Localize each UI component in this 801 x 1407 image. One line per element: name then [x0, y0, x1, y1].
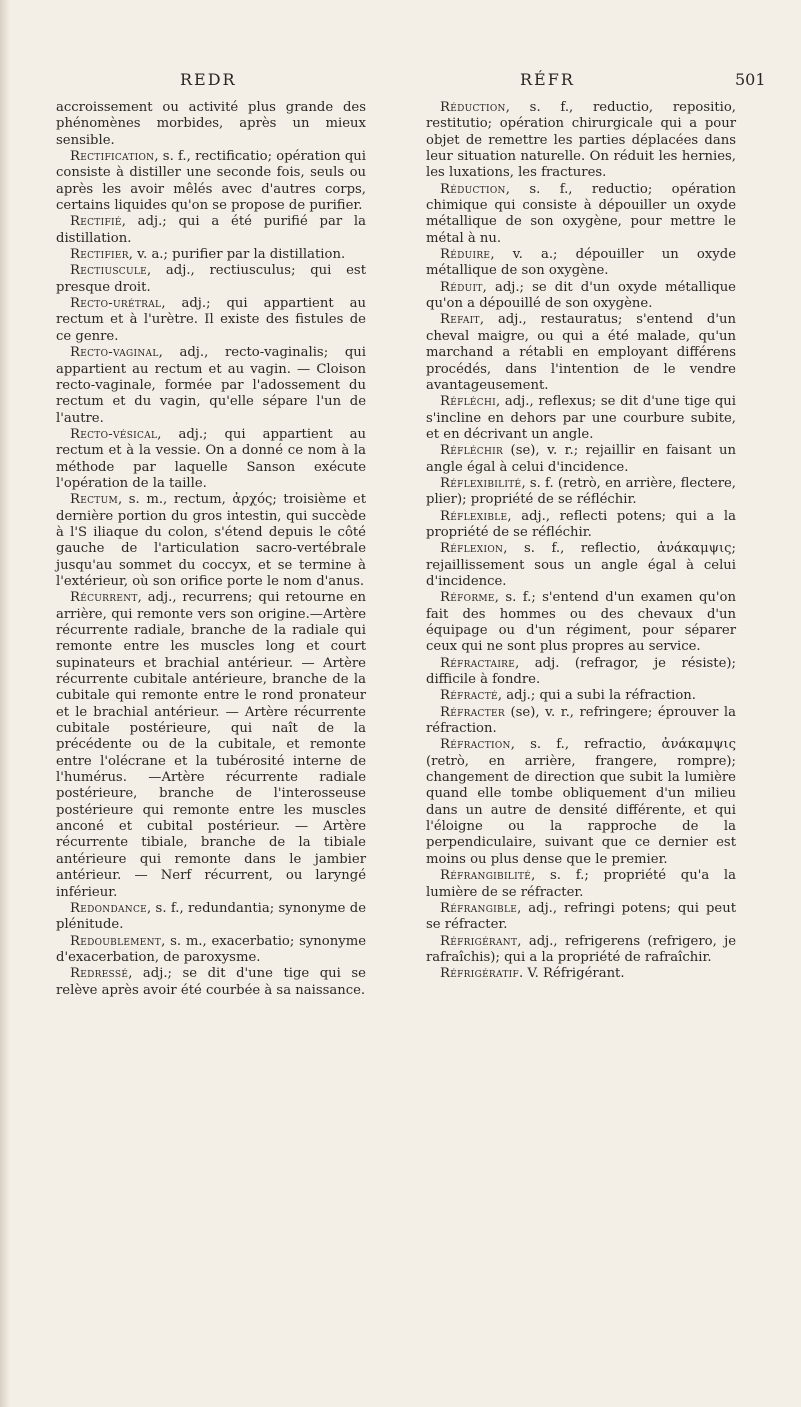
- dictionary-entry: [426, 868, 736, 901]
- entry-headword: Rectum: [70, 492, 118, 508]
- dictionary-entry: [426, 280, 736, 313]
- entry-headword: Recto-vésical: [70, 426, 158, 442]
- entry-headword: Réfléchir: [440, 443, 504, 459]
- entry-definition: , s. f., reductio, repositio, restitutio; opération chirurgicale qui a pour objet de remettre les parties déplacées dans leur situation naturelle. On réduit les hernies, les luxations, les fractures.: [426, 100, 736, 181]
- dictionary-entry: [426, 182, 736, 247]
- entry-definition: , v. a.; dépouiller un oxyde métallique de son oxygène.: [426, 247, 736, 279]
- entry-definition: , adj., refrigerens (refrigero, je rafraîchis); qui a la propriété de rafraîchir.: [426, 933, 736, 965]
- dictionary-entry: [426, 705, 736, 738]
- entry-headword: Réflexible: [440, 508, 508, 524]
- entry-headword: Réduit: [440, 279, 483, 295]
- entry-definition: , adj., refringi potens; qui peut se réfracter.: [426, 900, 736, 933]
- entry-definition: , adj.; qui appartient au rectum et à l'urètre. Il existe des fistules de ce genre.: [56, 296, 366, 344]
- dictionary-entry: [426, 688, 736, 704]
- entry-headword: Redressé: [70, 966, 129, 982]
- dictionary-entry: [56, 492, 366, 590]
- entry-headword: Rectiuscule: [70, 263, 148, 279]
- entry-definition: , s. f., reflectio, ἀνάκαμψις; rejaillissement sous un angle égal à celui d'incidence.: [426, 541, 736, 589]
- dictionary-entry: [56, 590, 366, 901]
- entry-headword: Réforme: [440, 590, 495, 606]
- left-column: [56, 100, 366, 999]
- dictionary-entry: [56, 966, 366, 999]
- dictionary-entry: [56, 934, 366, 967]
- entry-headword: Réfrangibilité: [440, 868, 532, 884]
- entry-definition: , s. m., rectum, ἀρχός; troisième et dernière portion du gros intestin, qui succède à l'S iliaque du colon, s'étend depuis le côté gauche de l'articulation sacro-vertébrale jusqu'au sommet du coccyx, et se termine à l'extérieur, où son orifice porte le nom d'anus.: [56, 492, 366, 589]
- entry-definition: , adj., restauratus; s'entend d'un cheval maigre, ou qui a été malade, qu'un marchand a rétabli en employant différens procédés, dans l'intention de le vendre avantageusement.: [426, 312, 736, 393]
- entry-headword: Réfrangible: [440, 900, 518, 916]
- entry-definition: , s. f. (retrò, en arrière, flectere, plier); propriété de se réfléchir.: [426, 475, 736, 508]
- entry-definition: , adj., reflexus; se dit d'une tige qui s'incline en dehors par une courbure subite, et en décrivant un angle.: [426, 394, 736, 442]
- dictionary-entry: [56, 100, 366, 149]
- entry-headword: Recto-vaginal: [70, 345, 159, 361]
- entry-headword: Réfléchi: [440, 394, 496, 410]
- entry-headword: Réduction: [440, 100, 506, 115]
- entry-headword: Réfrigératif: [440, 966, 520, 982]
- dictionary-entry: [56, 263, 366, 296]
- right-column: [426, 100, 736, 983]
- page-edge-shadow: [0, 0, 10, 1407]
- entry-headword: Réfractaire: [440, 655, 516, 671]
- entry-definition: , adj., rectiusculus; qui est presque droit.: [56, 263, 366, 295]
- entry-headword: Réfracter: [440, 704, 505, 720]
- entry-definition: (se), v. r.; rejaillir en faisant un angle égal à celui d'incidence.: [426, 443, 736, 475]
- entry-definition: , s. m., exacerbatio; synonyme d'exacerbation, de paroxysme.: [56, 933, 366, 965]
- dictionary-entry: [426, 476, 736, 509]
- entry-definition: , adj., reflecti potens; qui a la propriété de se réfléchir.: [426, 508, 736, 540]
- dictionary-entry: [426, 541, 736, 590]
- dictionary-entry: [56, 214, 366, 247]
- entry-headword: Refait: [440, 312, 480, 328]
- entry-headword: Réfracté: [440, 688, 498, 704]
- entry-definition: , adj.; qui a subi la réfraction.: [497, 688, 696, 704]
- page-number: 501: [735, 70, 766, 89]
- dictionary-entry: [426, 443, 736, 476]
- dictionary-entry: [56, 296, 366, 345]
- entry-headword: Rectifié: [70, 214, 122, 230]
- entry-definition: , adj.; se dit d'un oxyde métallique qu'on a dépouillé de son oxygène.: [426, 279, 736, 312]
- entry-definition: , s. f.; propriété qu'a la lumière de se réfracter.: [426, 868, 736, 900]
- entry-definition: accroissement ou activité plus grande des phénomènes morbides, après un mieux sensible.: [56, 100, 366, 148]
- entry-definition: . V. Réfrigérant.: [519, 966, 625, 982]
- entry-headword: Réflexibilité: [440, 475, 522, 491]
- dictionary-entry: [426, 247, 736, 280]
- entry-definition: , adj.; qui appartient au rectum et à la vessie. On a donné ce nom à la méthode par laquelle Sanson exécute l'opération de la taille.: [56, 426, 366, 491]
- entry-definition: , s. f., redundantia; synonyme de plénitude.: [56, 900, 366, 933]
- dictionary-entry: [426, 656, 736, 689]
- entry-headword: Recto-urétral: [70, 296, 162, 312]
- entry-headword: Réfrigérant: [440, 933, 518, 949]
- entry-headword: Redondance: [70, 900, 148, 916]
- dictionary-entry: [56, 247, 366, 263]
- entry-headword: Rectification: [70, 149, 155, 165]
- entry-definition: (se), v. r., refringere; éprouver la réfraction.: [426, 704, 736, 737]
- entry-definition: , s. f., refractio, ἀνάκαμψις (retrò, en arrière, frangere, rompre); changement de direction que subit la lumière quand elle tombe obliquement d'un milieu dans un autre de densité différente, et qui l'éloigne ou la rapproche de la perpendiculaire, suivant que ce dernier est moins ou plus dense que le premier.: [426, 737, 736, 867]
- entry-headword: Réflexion: [440, 541, 504, 557]
- entry-definition: , adj.; se dit d'une tige qui se relève après avoir été courbée à sa naissance.: [56, 966, 366, 998]
- dictionary-entry: [426, 737, 736, 868]
- entry-definition: , adj., recurrens; qui retourne en arrière, qui remonte vers son origine.—Artère récurrente radiale, branche de la radiale qui remonte entre les muscles long et court supinateurs et brachial antérieur. — Artère récurrente cubitale antérieure, branche de la cubitale qui remonte entre le rond pronateur et le brachial antérieur. — Artère récurrente cubitale postérieure, qui naît de la précédente ou de la cubitale, et remonte entre l'olécrane et la tubérosité interne de l'humérus. —Artère récurrente radiale postérieure, branche de l'interosseuse postérieure qui remonte entre les muscles anconé et cubital postérieur. — Artère récurrente tibiale, branche de la tibiale antérieure qui remonte dans le jambier antérieur. — Nerf récurrent, ou laryngé inférieur.: [56, 590, 366, 900]
- entry-definition: , adj. (refragor, je résiste); difficile à fondre.: [426, 655, 736, 688]
- dictionary-entry: [426, 966, 736, 982]
- dictionary-entry: [56, 427, 366, 492]
- dictionary-entry: [426, 934, 736, 967]
- dictionary-entry: [56, 901, 366, 934]
- entry-headword: Récurrent: [70, 590, 138, 606]
- entry-definition: , v. a.; purifier par la distillation.: [128, 247, 346, 263]
- entry-definition: , adj., recto-vaginalis; qui appartient au rectum et au vagin. — Cloison recto-vaginale, formée par l'adossement du rectum et du vagin, qu'elle sépare l'un de l'autre.: [56, 345, 366, 426]
- entry-headword: Réduire: [440, 247, 491, 263]
- entry-definition: , s. f., rectificatio; opération qui consiste à distiller une seconde fois, seuls ou après les avoir mêlés avec d'autres corps, certains liquides qu'on se propose de purifier.: [56, 149, 366, 214]
- header-left-guide-word: REDR: [180, 70, 237, 89]
- dictionary-entry: [56, 345, 366, 427]
- entry-headword: Réfraction: [440, 737, 511, 753]
- dictionary-entry: [426, 312, 736, 394]
- entry-headword: Rectifier: [70, 247, 129, 263]
- dictionary-entry: [426, 100, 736, 182]
- dictionary-entry: [426, 509, 736, 542]
- entry-definition: , s. f.; s'entend d'un examen qu'on fait des hommes ou des chevaux d'un équipage ou d'un régiment, pour séparer ceux qui ne sont plus propres au service.: [426, 590, 736, 655]
- header-right-guide-word: RÉFR: [520, 70, 575, 89]
- entry-headword: Redoublement: [70, 933, 162, 949]
- dictionary-entry: [426, 901, 736, 934]
- dictionary-entry: [56, 149, 366, 214]
- entry-definition: , adj.; qui a été purifié par la distillation.: [56, 214, 366, 246]
- entry-definition: , s. f., reductio; opération chimique qui consiste à dépouiller un oxyde métallique de son oxygène, pour mettre le métal à nu.: [426, 181, 736, 246]
- dictionary-entry: [426, 590, 736, 655]
- entry-headword: Réduction: [440, 181, 506, 197]
- dictionary-entry: [426, 394, 736, 443]
- running-header: [0, 70, 801, 92]
